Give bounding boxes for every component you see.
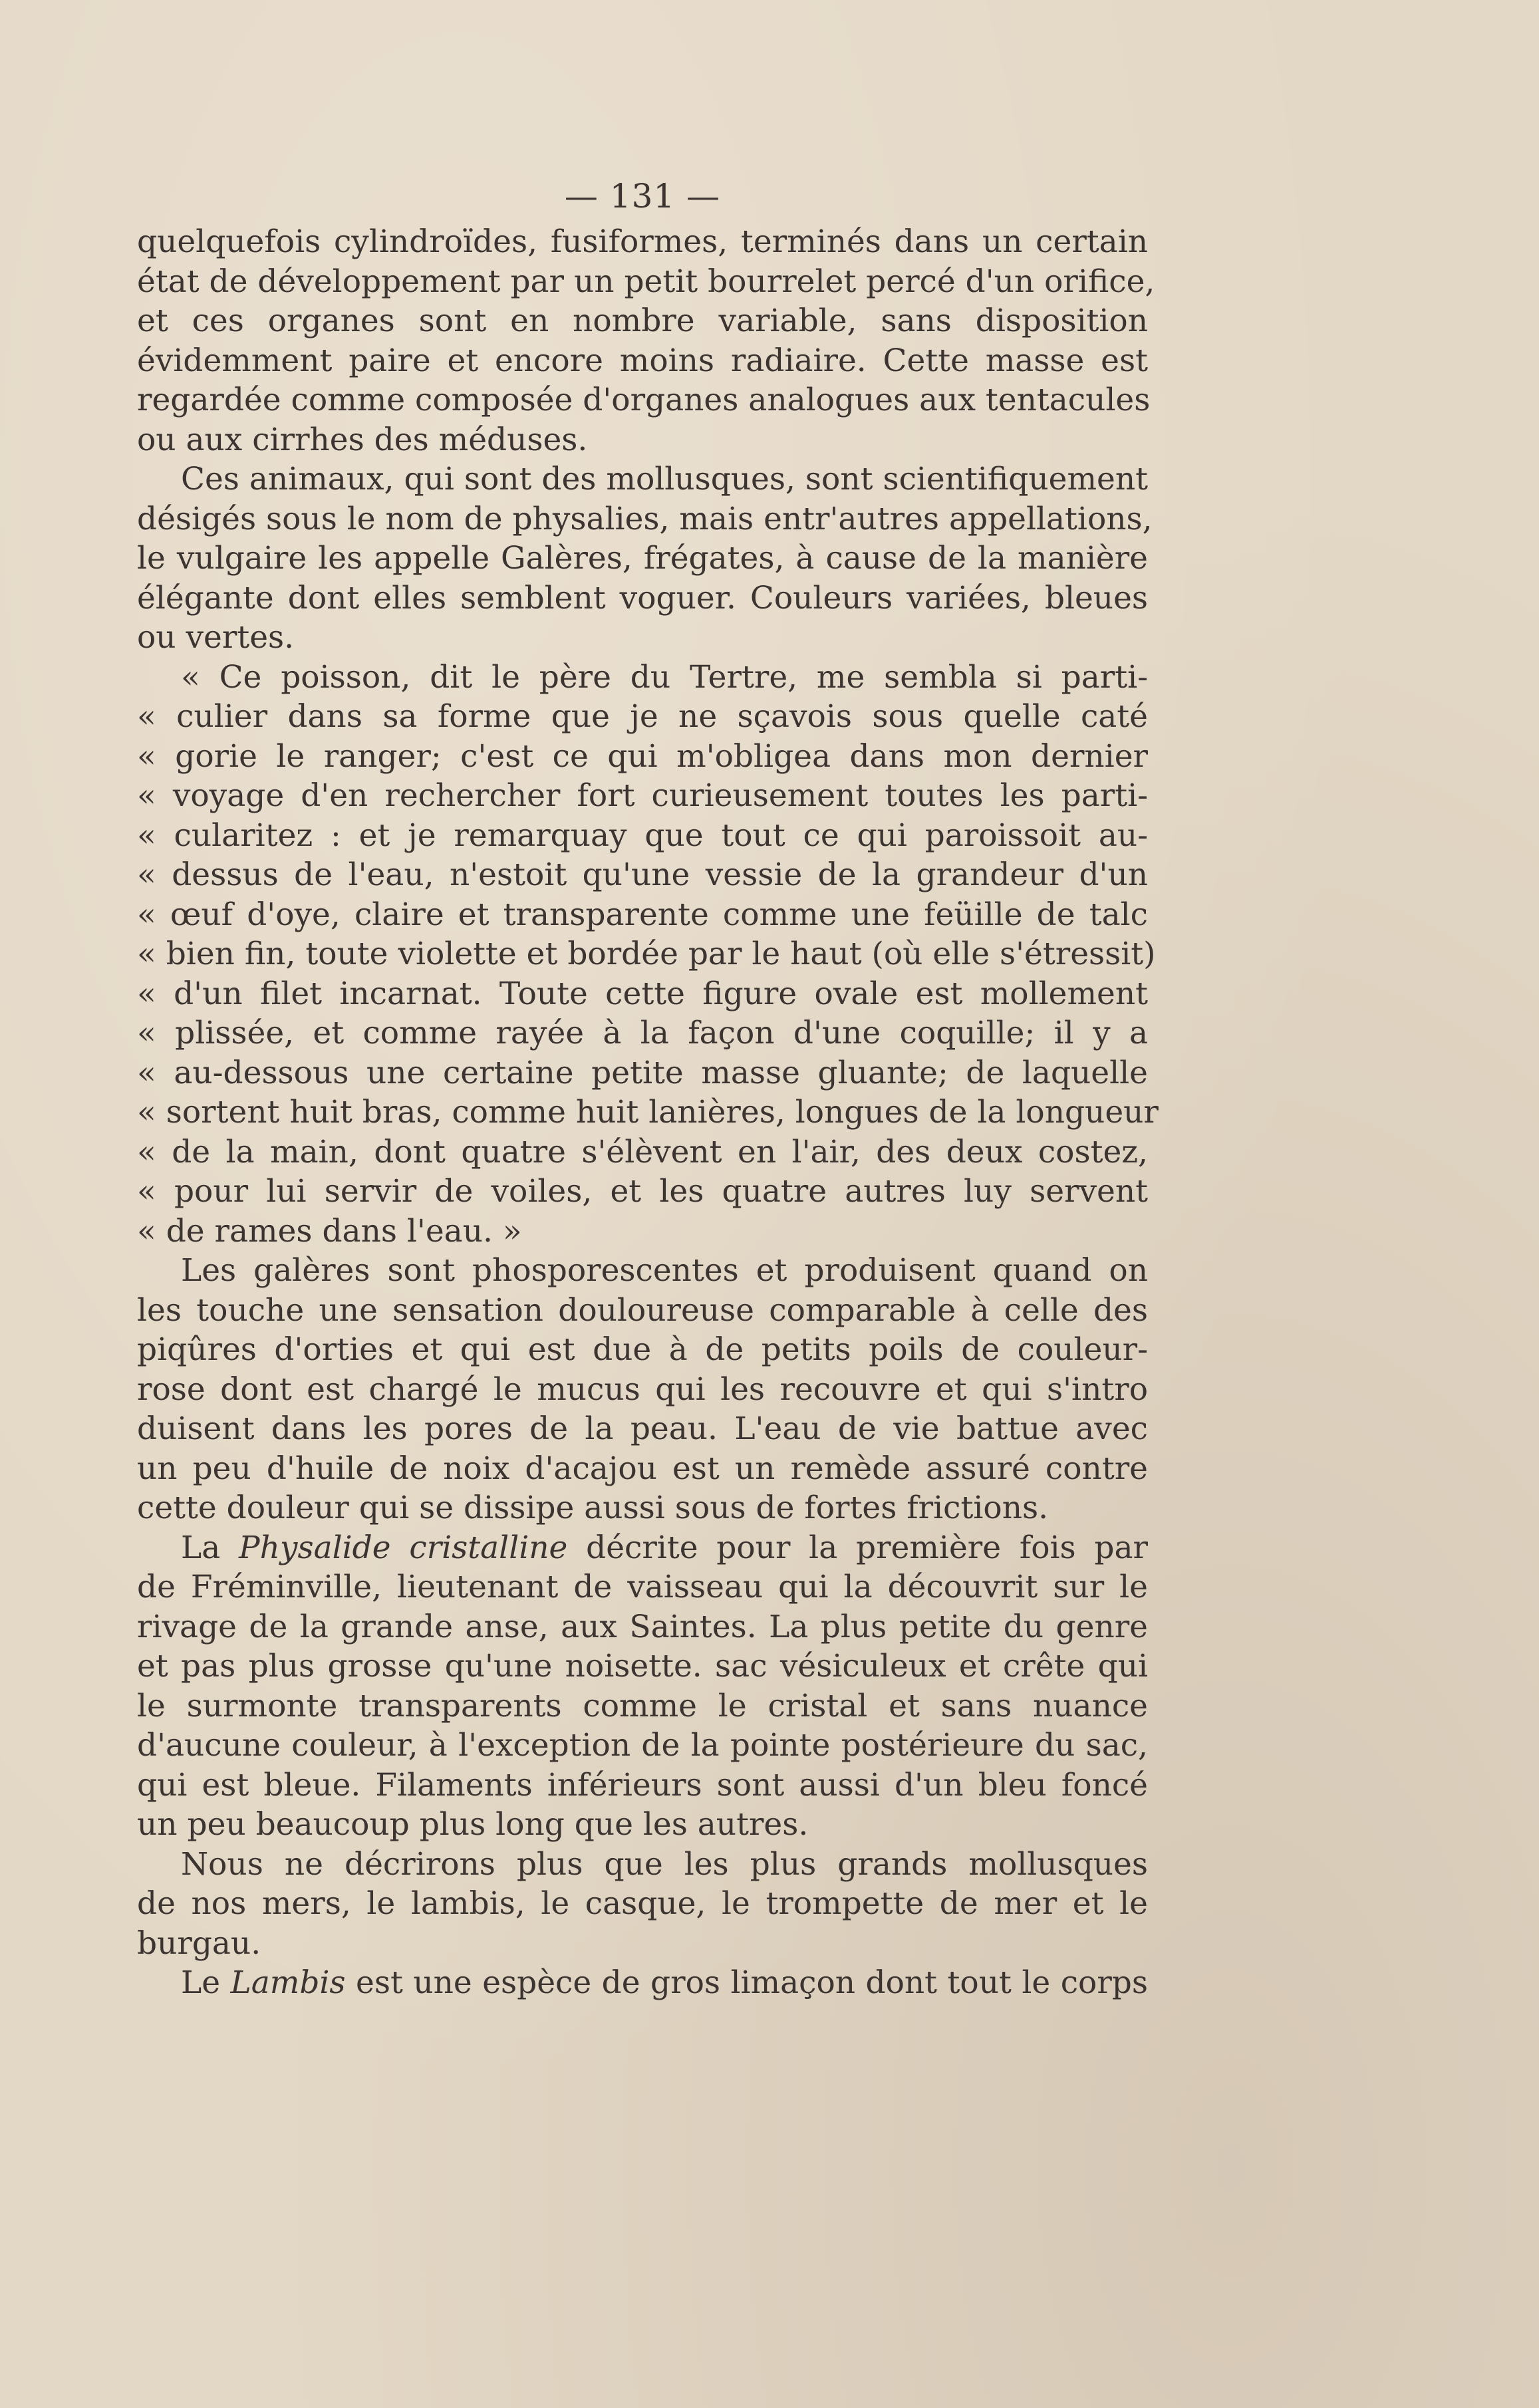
text-line: un peu d'huile de noix d'acajou est un remède assuré contre: [137, 1450, 1148, 1487]
text-line: de Fréminville, lieutenant de vaisseau qui la découvrit sur le: [137, 1569, 1148, 1605]
text-line: duisent dans les pores de la peau. L'eau de vie battue avec: [137, 1410, 1148, 1447]
text-segment: est une espèce de gros limaçon dont tout le corps: [345, 1964, 1148, 2001]
text-segment: décrite pour la première fois par: [567, 1529, 1148, 1566]
text-line: le vulgaire les appelle Galères, frégates, à cause de la manière: [137, 540, 1148, 577]
text-line: un peu beaucoup plus long que les autres.: [137, 1806, 809, 1843]
body-text: [137, 222, 1159, 2003]
text-line: quelquefois cylindroïdes, fusiformes, terminés dans un certain: [137, 223, 1148, 260]
text-line: « pour lui servir de voiles, et les quatre autres luy servent: [137, 1173, 1148, 1210]
text-line: burgau.: [137, 1925, 261, 1962]
text-line: « dessus de l'eau, n'estoit qu'une vessie de la grandeur d'un: [137, 857, 1148, 893]
text-line: évidemment paire et encore moins radiaire. Cette masse est: [137, 342, 1148, 379]
text-segment: La: [181, 1529, 239, 1566]
text-line: « plissée, et comme rayée à la façon d'une coquille; il y a: [137, 1015, 1148, 1051]
text-line: Les galères sont phosporescentes et produisent quand on: [181, 1252, 1148, 1289]
text-block: [137, 170, 1159, 2003]
italic-term: Lambis: [230, 1964, 346, 2001]
page-number: — 131 —: [564, 177, 721, 215]
text-line: les touche une sensation douloureuse comparable à celle des: [137, 1291, 1148, 1329]
text-line: « Ce poisson, dit le père du Tertre, me sembla si parti-: [181, 658, 1148, 696]
text-line: Ces animaux, qui sont des mollusques, sont scientifiquement: [181, 461, 1148, 497]
text-line: cette douleur qui se dissipe aussi sous de fortes frictions.: [137, 1490, 1049, 1526]
text-line: « cularitez : et je remarquay que tout ce qui paroissoit au-: [137, 817, 1148, 854]
text-line: ou vertes.: [137, 619, 295, 656]
italic-term: Physalide cristalline: [239, 1529, 568, 1566]
text-line: « voyage d'en rechercher fort curieusement toutes les parti-: [137, 777, 1148, 814]
text-line: regardée comme composée d'organes analogues aux tentacules: [137, 382, 1151, 418]
text-line: « de la main, dont quatre s'élèvent en l'air, des deux costez,: [137, 1133, 1148, 1170]
text-segment: Le: [181, 1964, 231, 2001]
text-line: « d'un filet incarnat. Toute cette figure ovale est mollement: [137, 975, 1148, 1012]
text-line: [137, 1963, 1148, 2003]
text-line: [137, 1528, 1148, 1568]
text-line: « de rames dans l'eau. »: [137, 1212, 522, 1250]
text-line: « sortent huit bras, comme huit lanières, longues de la longueur: [137, 1094, 1159, 1131]
text-line: rose dont est chargé le mucus qui les recouvre et qui s'intro: [137, 1371, 1148, 1408]
text-line: qui est bleue. Filaments inférieurs sont aussi d'un bleu foncé: [137, 1766, 1148, 1804]
text-line: ou aux cirrhes des méduses.: [137, 421, 588, 458]
text-line: d'aucune couleur, à l'exception de la pointe postérieure du sac,: [137, 1727, 1148, 1764]
text-line: rivage de la grande anse, aux Saintes. La plus petite du genre: [137, 1608, 1148, 1645]
text-line: « culier dans sa forme que je ne sçavois sous quelle caté: [137, 698, 1148, 735]
text-line: et pas plus grosse qu'une noisette. sac vésiculeux et crête qui: [137, 1648, 1148, 1684]
text-line: élégante dont elles semblent voguer. Couleurs variées, bleues: [137, 579, 1148, 616]
text-line: « œuf d'oye, claire et transparente comme une feüille de talc: [137, 896, 1148, 933]
text-line: « gorie le ranger; c'est ce qui m'obligea dans mon dernier: [137, 737, 1148, 775]
text-line: « bien fin, toute violette et bordée par le haut (où elle s'étressit): [137, 936, 1156, 972]
text-line: désigés sous le nom de physalies, mais entr'autres appellations,: [137, 500, 1153, 537]
text-line: état de développement par un petit bourrelet percé d'un orifice,: [137, 263, 1155, 300]
text-line: de nos mers, le lambis, le casque, le trompette de mer et le: [137, 1885, 1148, 1922]
text-line: piqûres d'orties et qui est due à de petits poils de couleur-: [137, 1331, 1148, 1368]
text-line: le surmonte transparents comme le cristal et sans nuance: [137, 1687, 1148, 1724]
text-line: « au-dessous une certaine petite masse gluante; de laquelle: [137, 1054, 1148, 1091]
text-line: Nous ne décrirons plus que les plus grands mollusques: [181, 1845, 1148, 1883]
text-line: et ces organes sont en nombre variable, sans disposition: [137, 303, 1148, 339]
